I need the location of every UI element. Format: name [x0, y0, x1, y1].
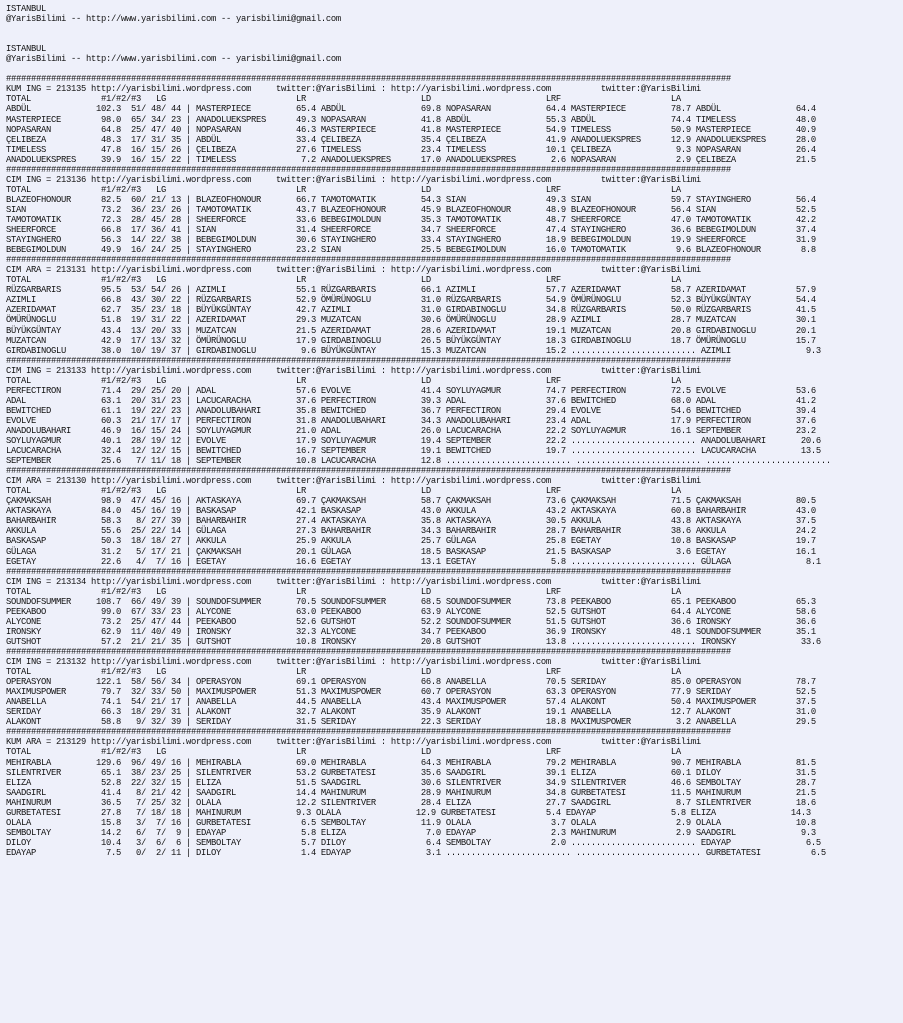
horse-row: DILOY 10.4 3/ 6/ 6 | SEMBOLTAY 5.7 DILOY 6.4 SEMBOLTAY 2.0 ......................... EDAYAP 6.5: [6, 837, 821, 848]
horse-row: PEEKABOO 99.0 67/ 33/ 23 | ALYCONE 63.0 PEEKABOO 63.9 ALYCONE 52.5 GUTSHOT 64.4 ALYCONE 58.6: [6, 606, 816, 617]
horse-row: SILENTRIVER 65.1 38/ 23/ 25 | SILENTRIVER 53.2 GURBETATESI 35.6 SAADGIRL 39.1 ELIZA 60.1 DILOY 31.5: [6, 767, 816, 778]
horse-row: ÖMÜRÜNOGLU 51.8 19/ 31/ 22 | AZERIDAMAT 29.3 MUZATCAN 30.6 ÖMÜRÜNOGLU 28.9 AZIMLI 28.7 MUZATCAN 30.1: [6, 315, 816, 326]
horse-row: SOYLUYAGMUR 40.1 28/ 19/ 12 | EVOLVE 17.9 SOYLUYAGMUR 19.4 SEPTEMBER 22.2 ......................... ANADOLUBAHARI 20.6: [6, 436, 821, 447]
separator-line: #################################################################################################################################################: [6, 255, 731, 266]
separator-line: #################################################################################################################################################: [6, 164, 731, 175]
column-header: TOTAL #1/#2/#3 LG LR LD LRF LA: [6, 184, 681, 195]
horse-row: AZIMLI 66.8 43/ 30/ 22 | RÜZGARBARIS 52.9 ÖMÜRÜNOGLU 31.0 RÜZGARBARIS 54.9 ÖMÜRÜNOGLU 52.3 BÜYÜKGÜNTAY 54.4: [6, 295, 816, 306]
horse-row: SHEERFORCE 66.8 17/ 36/ 41 | SIAN 31.4 SHEERFORCE 34.7 SHEERFORCE 47.4 STAYINGHERO 36.6 BEBEGIMOLDUN 37.4: [6, 225, 816, 236]
horse-row: ALYCONE 73.2 25/ 47/ 44 | PEEKABOO 52.6 GUTSHOT 52.2 SOUNDOFSUMMER 51.5 GUTSHOT 36.6 IRONSKY 36.6: [6, 616, 816, 627]
header-line: ISTANBUL: [6, 4, 46, 14]
header-line: @YarisBilimi -- http://www.yarisbilimi.com -- yarisbilimi@gmail.com: [6, 14, 341, 25]
horse-row: MAXIMUSPOWER 79.7 32/ 33/ 50 | MAXIMUSPOWER 51.3 MAXIMUSPOWER 60.7 OPERASYON 63.3 OPERASYON 77.9 SERIDAY 52.5: [6, 687, 816, 698]
header-line: ISTANBUL: [6, 44, 46, 55]
horse-row: MUZATCAN 42.9 17/ 13/ 32 | ÖMÜRÜNOGLU 17.9 GIRDABINOGLU 26.5 BÜYÜKGÜNTAY 18.3 GIRDABINOGLU 18.7 ÖMÜRÜNOGLU 15.7: [6, 335, 816, 346]
horse-row: ALAKONT 58.8 9/ 32/ 39 | SERIDAY 31.5 SERIDAY 22.3 SERIDAY 18.8 MAXIMUSPOWER 3.2 ANABELLA 29.5: [6, 717, 816, 728]
race-title: CIM ING = 213136 http://yarisbilimi.wordpress.com twitter:@YarisBilimi : http://yarisbilimi.wordpress.com twitter:@YarisBilimi: [6, 174, 701, 185]
horse-row: PERFECTIRON 71.4 29/ 25/ 20 | ADAL 57.6 EVOLVE 41.4 SOYLUYAGMUR 74.7 PERFECTIRON 72.5 EVOLVE 53.6: [6, 385, 816, 396]
separator-line: #################################################################################################################################################: [6, 647, 731, 657]
horse-row: MASTERPIECE 98.0 65/ 34/ 23 | ANADOLUEKSPRES 49.3 NOPASARAN 41.8 ABDÜL 55.3 ABDÜL 74.4 TIMELESS 48.0: [6, 114, 816, 125]
horse-row: GUTSHOT 57.2 21/ 21/ 35 | GUTSHOT 10.8 IRONSKY 20.8 GUTSHOT 13.8 ......................... IRONSKY 33.6: [6, 636, 821, 647]
column-header: TOTAL #1/#2/#3 LG LR LD LRF LA: [6, 747, 681, 758]
horse-row: AKKULA 55.6 25/ 22/ 14 | GÜLAGA 27.3 BAHARBAHIR 34.3 BAHARBAHIR 28.7 BAHARBAHIR 38.6 AKKULA 24.2: [6, 526, 816, 537]
horse-row: ANADOLUEKSPRES 39.9 16/ 15/ 22 | TIMELESS 7.2 ANADOLUEKSPRES 17.0 ANADOLUEKSPRES 2.6 NOPASARAN 2.9 ÇELIBEZA 21.5: [6, 154, 816, 165]
horse-row: EDAYAP 7.5 0/ 2/ 11 | DILOY 1.4 EDAYAP 3.1 ......................... ......................... GURBETATESI 6.5: [6, 847, 826, 858]
race-title: KUM ARA = 213129 http://yarisbilimi.wordpress.com twitter:@YarisBilimi : http://yarisbilimi.wordpress.com twitter:@YarisBilimi: [6, 737, 701, 748]
horse-row: GIRDABINOGLU 38.0 10/ 19/ 37 | GIRDABINOGLU 9.6 BÜYÜKGÜNTAY 15.3 MUZATCAN 15.2 ......................... AZIMLI 9.3: [6, 345, 821, 356]
race-title: CIM ING = 213132 http://yarisbilimi.wordpress.com twitter:@YarisBilimi : http://yarisbilimi.wordpress.com twitter:@YarisBilimi: [6, 657, 701, 668]
horse-row: SAADGIRL 41.4 8/ 21/ 42 | SAADGIRL 14.4 MAHINURUM 28.9 MAHINURUM 34.8 GURBETATESI 11.5 MAHINURUM 21.5: [6, 787, 816, 798]
race-title: CIM ING = 213134 http://yarisbilimi.wordpress.com twitter:@YarisBilimi : http://yarisbilimi.wordpress.com twitter:@YarisBilimi: [6, 576, 701, 587]
horse-row: SOUNDOFSUMMER 108.7 66/ 49/ 39 | SOUNDOFSUMMER 70.5 SOUNDOFSUMMER 68.5 SOUNDOFSUMMER 73.8 PEEKABOO 65.1 PEEKABOO 65.3: [6, 596, 816, 607]
column-header: TOTAL #1/#2/#3 LG LR LD LRF LA: [6, 275, 681, 286]
horse-row: EGETAY 22.6 4/ 7/ 16 | EGETAY 16.6 EGETAY 13.1 EGETAY 5.8 ......................... GÜLAGA 8.1: [6, 556, 821, 567]
column-header: TOTAL #1/#2/#3 LG LR LD LRF LA: [6, 94, 681, 105]
horse-row: GURBETATESI 27.8 7/ 18/ 18 | MAHINURUM 9.3 OLALA 12.9 GURBETATESI 5.4 EDAYAP 5.8 ELIZA 14.3: [6, 807, 811, 818]
horse-row: ABDÜL 102.3 51/ 48/ 44 | MASTERPIECE 65.4 ABDÜL 69.8 NOPASARAN 64.4 MASTERPIECE 78.7 ABDÜL 64.4: [6, 104, 816, 115]
horse-row: BAHARBAHIR 58.3 8/ 27/ 39 | BAHARBAHIR 27.4 AKTASKAYA 35.8 AKTASKAYA 30.5 AKKULA 43.8 AKTASKAYA 37.5: [6, 516, 816, 527]
horse-row: ANABELLA 74.1 54/ 21/ 17 | ANABELLA 44.5 ANABELLA 43.4 MAXIMUSPOWER 57.4 ALAKONT 50.4 MAXIMUSPOWER 37.5: [6, 697, 816, 708]
horse-row: ÇAKMAKSAH 98.9 47/ 45/ 16 | AKTASKAYA 69.7 ÇAKMAKSAH 58.7 ÇAKMAKSAH 73.6 ÇAKMAKSAH 71.5 ÇAKMAKSAH 80.5: [6, 496, 816, 507]
horse-row: RÜZGARBARIS 95.5 53/ 54/ 26 | AZIMLI 55.1 RÜZGARBARIS 66.1 AZIMLI 57.7 AZERIDAMAT 58.7 AZERIDAMAT 57.9: [6, 285, 816, 296]
race-title: KUM ING = 213135 http://yarisbilimi.wordpress.com twitter:@YarisBilimi : http://yarisbilimi.wordpress.com twitter:@YarisBilimi: [6, 84, 701, 95]
column-header: TOTAL #1/#2/#3 LG LR LD LRF LA: [6, 486, 681, 497]
separator-line: #################################################################################################################################################: [6, 466, 731, 477]
horse-row: IRONSKY 62.9 11/ 40/ 49 | IRONSKY 32.3 ALYCONE 34.7 PEEKABOO 36.9 IRONSKY 48.1 SOUNDOFSUMMER 35.1: [6, 626, 816, 637]
horse-row: BEWITCHED 61.1 19/ 22/ 23 | ANADOLUBAHARI 35.8 BEWITCHED 36.7 PERFECTIRON 29.4 EVOLVE 54.6 BEWITCHED 39.4: [6, 405, 816, 416]
column-header: TOTAL #1/#2/#3 LG LR LD LRF LA: [6, 586, 681, 597]
horse-row: TIMELESS 47.8 16/ 15/ 26 | ÇELIBEZA 27.6 TIMELESS 23.4 TIMELESS 10.1 ÇELIBEZA 9.3 NOPASARAN 26.4: [6, 144, 816, 155]
horse-row: ÇELIBEZA 48.3 17/ 31/ 35 | ABDÜL 33.4 ÇELIBEZA 35.4 ÇELIBEZA 41.9 ANADOLUEKSPRES 12.9 ANADOLUEKSPRES 28.0: [6, 134, 816, 145]
horse-row: NOPASARAN 64.8 25/ 47/ 40 | NOPASARAN 46.3 MASTERPIECE 41.8 MASTERPIECE 54.9 TIMELESS 50.9 MASTERPIECE 40.9: [6, 124, 816, 135]
separator-line: #################################################################################################################################################: [6, 566, 731, 577]
race-title: CIM ING = 213133 http://yarisbilimi.wordpress.com twitter:@YarisBilimi : http://yarisbilimi.wordpress.com twitter:@YarisBilimi: [6, 365, 701, 376]
horse-row: GÜLAGA 31.2 5/ 17/ 21 | ÇAKMAKSAH 20.1 GÜLAGA 18.5 BASKASAP 21.5 BASKASAP 3.6 EGETAY 16.1: [6, 546, 816, 557]
separator-line: #################################################################################################################################################: [6, 727, 731, 738]
horse-row: LACUCARACHA 32.4 12/ 12/ 15 | BEWITCHED 16.7 SEPTEMBER 19.1 BEWITCHED 19.7 ......................... LACUCARACHA 13.5: [6, 446, 821, 457]
horse-row: BLAZEOFHONOUR 82.5 60/ 21/ 13 | BLAZEOFHONOUR 66.7 TAMOTOMATIK 54.3 SIAN 49.3 SIAN 59.7 STAYINGHERO 56.4: [6, 194, 816, 205]
horse-row: STAYINGHERO 56.3 14/ 22/ 38 | BEBEGIMOLDUN 30.6 STAYINGHERO 33.4 STAYINGHERO 18.9 BEBEGIMOLDUN 19.9 SHEERFORCE 31.9: [6, 235, 816, 246]
race-title: CIM ARA = 213131 http://yarisbilimi.wordpress.com twitter:@YarisBilimi : http://yarisbilimi.wordpress.com twitter:@YarisBilimi: [6, 265, 701, 276]
column-header: TOTAL #1/#2/#3 LG LR LD LRF LA: [6, 667, 681, 678]
horse-row: OPERASYON 122.1 58/ 56/ 34 | OPERASYON 69.1 OPERASYON 66.8 ANABELLA 70.5 SERIDAY 85.0 OPERASYON 78.7: [6, 677, 816, 688]
horse-row: SEMBOLTAY 14.2 6/ 7/ 9 | EDAYAP 5.8 ELIZA 7.0 EDAYAP 2.3 MAHINURUM 2.9 SAADGIRL 9.3: [6, 827, 816, 838]
horse-row: SERIDAY 66.3 18/ 29/ 31 | ALAKONT 32.7 ALAKONT 35.9 ALAKONT 19.1 ANABELLA 12.7 ALAKONT 31.0: [6, 707, 816, 718]
horse-row: MAHINURUM 36.5 7/ 25/ 32 | OLALA 12.2 SILENTRIVER 28.4 ELIZA 27.7 SAADGIRL 8.7 SILENTRIVER 18.6: [6, 797, 816, 808]
horse-row: OLALA 15.8 3/ 7/ 16 | GURBETATESI 6.5 SEMBOLTAY 11.9 OLALA 3.7 OLALA 2.9 OLALA 10.8: [6, 817, 816, 828]
horse-row: MEHIRABLA 129.6 96/ 49/ 16 | MEHIRABLA 69.0 MEHIRABLA 64.3 MEHIRABLA 79.2 MEHIRABLA 90.7 MEHIRABLA 81.5: [6, 757, 816, 768]
horse-row: AZERIDAMAT 62.7 35/ 23/ 18 | BÜYÜKGÜNTAY 42.7 AZIMLI 31.0 GIRDABINOGLU 34.8 RÜZGARBARIS 50.0 RÜZGARBARIS 41.5: [6, 305, 816, 316]
horse-row: ANADOLUBAHARI 46.9 16/ 15/ 24 | SOYLUYAGMUR 21.0 ADAL 26.0 LACUCARACHA 22.2 SOYLUYAGMUR 16.1 SEPTEMBER 23.2: [6, 425, 816, 436]
horse-row: ADAL 63.1 20/ 31/ 23 | LACUCARACHA 37.6 PERFECTIRON 39.3 ADAL 37.6 BEWITCHED 68.0 ADAL 41.2: [6, 395, 816, 406]
horse-row: EVOLVE 60.3 21/ 17/ 17 | PERFECTIRON 31.8 ANADOLUBAHARI 34.3 ANADOLUBAHARI 23.4 ADAL 17.9 PERFECTIRON 37.6: [6, 415, 816, 426]
horse-row: BEBEGIMOLDUN 49.9 16/ 24/ 25 | STAYINGHERO 23.2 SIAN 25.5 BEBEGIMOLDUN 16.0 TAMOTOMATIK 9.6 BLAZEOFHONOUR 8.8: [6, 245, 816, 256]
horse-row: TAMOTOMATIK 72.3 28/ 45/ 28 | SHEERFORCE 33.6 BEBEGIMOLDUN 35.3 TAMOTOMATIK 48.7 SHEERFORCE 47.0 TAMOTOMATIK 42.2: [6, 214, 816, 225]
horse-row: AKTASKAYA 84.0 45/ 16/ 19 | BASKASAP 42.1 BASKASAP 43.0 AKKULA 43.2 AKTASKAYA 60.8 BAHARBAHIR 43.0: [6, 506, 816, 517]
separator-line: #################################################################################################################################################: [6, 74, 731, 85]
header-line: @YarisBilimi -- http://www.yarisbilimi.com -- yarisbilimi@gmail.com: [6, 54, 341, 65]
horse-row: SIAN 73.2 36/ 23/ 26 | TAMOTOMATIK 43.7 BLAZEOFHONOUR 45.9 BLAZEOFHONOUR 48.9 BLAZEOFHONOUR 56.4 SIAN 52.5: [6, 204, 816, 215]
horse-row: BASKASAP 50.3 18/ 18/ 27 | AKKULA 25.9 AKKULA 25.7 GÜLAGA 25.8 EGETAY 10.8 BASKASAP 19.7: [6, 536, 816, 547]
horse-row: ELIZA 52.8 22/ 32/ 15 | ELIZA 51.5 SAADGIRL 30.6 SILENTRIVER 34.9 SILENTRIVER 46.6 SEMBOLTAY 28.7: [6, 777, 816, 788]
column-header: TOTAL #1/#2/#3 LG LR LD LRF LA: [6, 375, 681, 386]
separator-line: #################################################################################################################################################: [6, 355, 731, 366]
race-title: CIM ARA = 213130 http://yarisbilimi.wordpress.com twitter:@YarisBilimi : http://yarisbilimi.wordpress.com twitter:@YarisBilimi: [6, 476, 701, 487]
horse-row: SEPTEMBER 25.6 7/ 11/ 18 | SEPTEMBER 10.8 LACUCARACHA 12.8 ......................... ......................... .........................: [6, 456, 831, 467]
horse-row: BÜYÜKGÜNTAY 43.4 13/ 20/ 33 | MUZATCAN 21.5 AZERIDAMAT 28.6 AZERIDAMAT 19.1 MUZATCAN 20.8 GIRDABINOGLU 20.1: [6, 325, 816, 336]
